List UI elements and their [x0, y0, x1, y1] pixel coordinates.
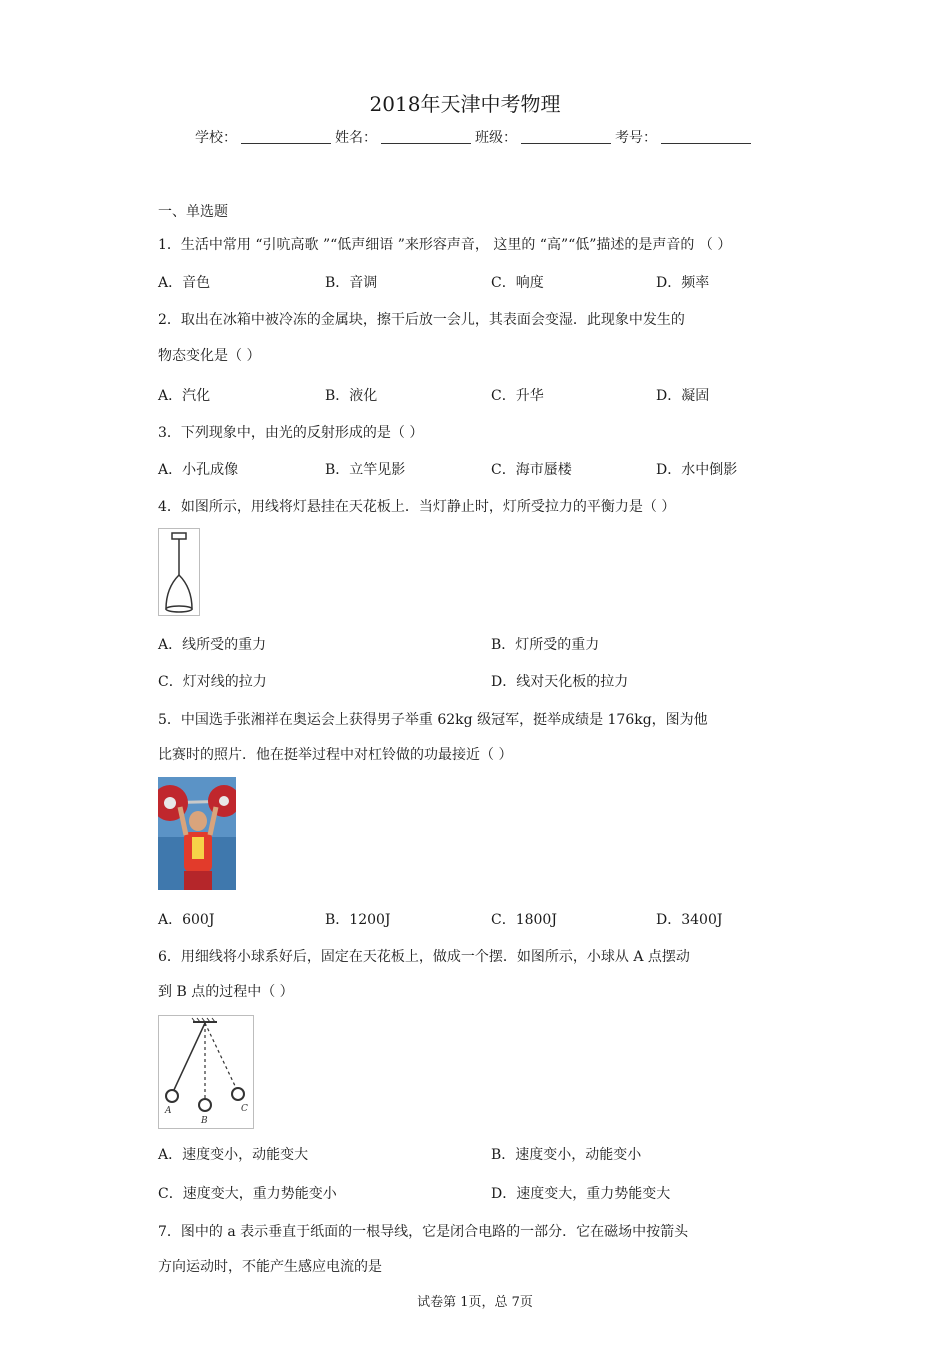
question-7-stem-line1: 7．图中的 a 表示垂直于纸面的一根导线，它是闭合电路的一部分．它在磁场中按箭头 [158, 1224, 689, 1240]
class-blank [521, 129, 611, 144]
question-2-stem-line1: 2．取出在冰箱中被冷冻的金属块，擦干后放一会儿，其表面会变湿．此现象中发生的 [158, 312, 685, 328]
page-footer: 试卷第 1页，总 7页 [417, 1295, 533, 1310]
section-heading: 一、单选题 [158, 204, 228, 220]
q6-option-d: D．速度变大，重力势能变大 [491, 1186, 671, 1202]
q1-option-a: A．音色 [158, 275, 211, 291]
q5-option-b: B．1200J [325, 912, 391, 928]
q1-option-d: D．频率 [656, 275, 710, 291]
question-5-stem-line2: 比赛时的照片．他在挺举过程中对杠铃做的功最接近（ ） [158, 747, 513, 763]
pendulum-figure [158, 1015, 254, 1129]
student-info-line [195, 127, 755, 147]
number-blank [661, 129, 751, 144]
question-7-stem-line2: 方向运动时，不能产生感应电流的是 [158, 1259, 382, 1275]
school-blank [241, 129, 331, 144]
school-label: 学校： [195, 130, 237, 146]
question-6-stem-line2: 到 B 点的过程中（ ） [158, 984, 294, 1000]
question-3-stem: 3．下列现象中，由光的反射形成的是（ ） [158, 425, 424, 441]
name-label: 姓名： [335, 130, 377, 146]
q2-option-c: C．升华 [491, 388, 544, 404]
q3-option-b: B．立竿见影 [325, 462, 406, 478]
q6-option-c: C．速度变大，重力势能变小 [158, 1186, 337, 1202]
q5-option-d: D．3400J [656, 912, 723, 928]
q4-option-c: C．灯对线的拉力 [158, 674, 267, 690]
question-4-stem: 4．如图所示，用线将灯悬挂在天花板上．当灯静止时，灯所受拉力的平衡力是（ ） [158, 499, 676, 515]
point-a-label: A [165, 1106, 172, 1116]
question-6-stem-line1: 6．用细线将小球系好后，固定在天花板上，做成一个摆．如图所示，小球从 A 点摆动 [158, 949, 690, 965]
q3-option-d: D．水中倒影 [656, 462, 738, 478]
q5-option-a: A．600J [158, 912, 215, 928]
q2-option-b: B．液化 [325, 388, 378, 404]
question-5-stem-line1: 5．中国选手张湘祥在奥运会上获得男子举重 62kg 级冠军，挺举成绩是 176kg，图为他 [158, 712, 708, 728]
q5-option-c: C．1800J [491, 912, 557, 928]
q2-option-a: A．汽化 [158, 388, 211, 404]
q4-option-b: B．灯所受的重力 [491, 637, 600, 653]
name-blank [381, 129, 471, 144]
number-label: 考号： [615, 130, 657, 146]
q3-option-a: A．小孔成像 [158, 462, 239, 478]
q3-option-c: C．海市蜃楼 [491, 462, 572, 478]
point-b-label: B [201, 1116, 208, 1126]
page-title: 2018年天津中考物理 [369, 92, 561, 116]
q4-option-a: A．线所受的重力 [158, 637, 267, 653]
q4-option-d: D．线对天化板的拉力 [491, 674, 629, 690]
point-c-label: C [241, 1104, 248, 1114]
hanging-lamp-figure [158, 528, 200, 616]
class-label: 班级： [475, 130, 517, 146]
q2-option-d: D．凝固 [656, 388, 710, 404]
question-2-stem-line2: 物态变化是（ ） [158, 348, 261, 364]
weightlifter-photo [158, 777, 236, 890]
q1-option-c: C．响度 [491, 275, 544, 291]
q1-option-b: B．音调 [325, 275, 378, 291]
question-1-stem: 1．生活中常用 “引吭高歌 ”“低声细语 ”来形容声音， 这里的 “高”“低”描述的是声音的 （ ） [158, 237, 732, 253]
q6-option-b: B．速度变小，动能变小 [491, 1147, 642, 1163]
q6-option-a: A．速度变小，动能变大 [158, 1147, 309, 1163]
